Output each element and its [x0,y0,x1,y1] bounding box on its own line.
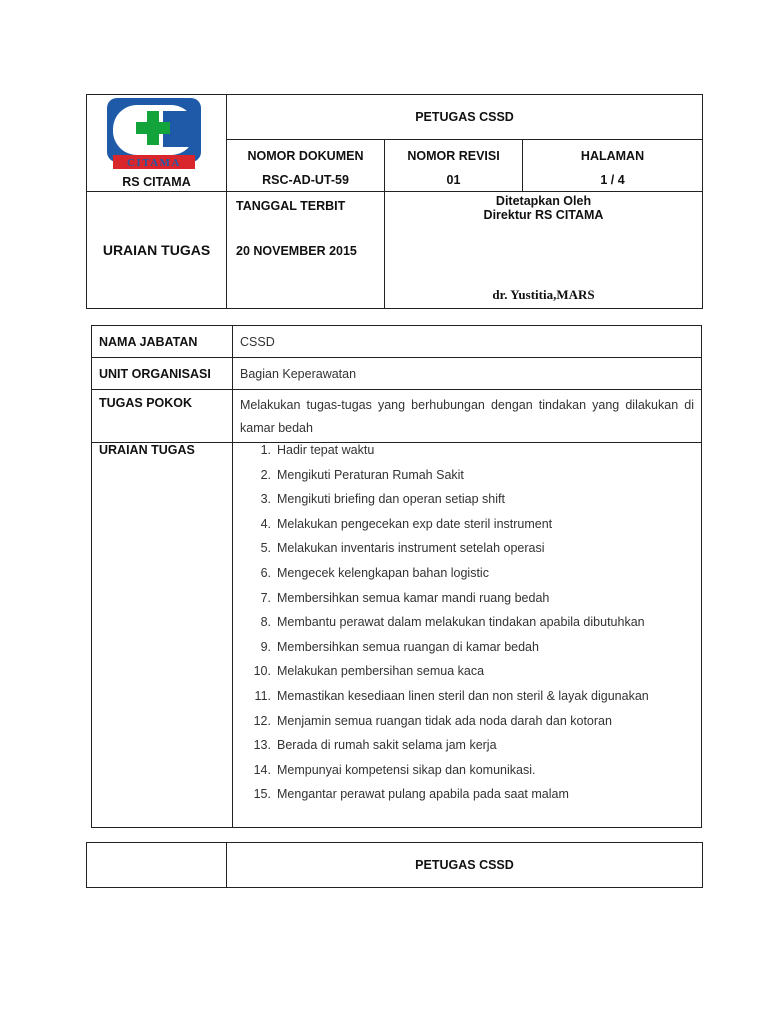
duties-cell [233,443,702,828]
revision-value: 01 [446,173,461,187]
hospital-name: RS CITAMA [122,175,191,189]
duty-text: Mempunyai kompetensi sikap dan komunikasi. [277,762,536,777]
list-item [233,763,701,788]
duty-text: Menjamin semua ruangan tidak ada noda darah dan kotoran [277,713,612,728]
list-item [233,591,701,616]
duty-number: 7. [260,590,271,605]
duty-number: 8. [260,615,271,630]
signatory: dr. Yustitia,MARS [492,287,595,302]
main-task-value: Melakukan tugas-tugas yang berhubungan dengan tindakan yang dilakukan di kamar bedah [233,390,702,443]
list-item [233,517,701,542]
list-item [233,541,701,566]
duty-number: 15. [253,787,271,802]
duty-text: Mengantar perawat pulang apabila pada saat malam [277,787,569,802]
doc-number-cell [227,140,385,192]
logo-cell [87,95,227,192]
list-item [233,787,701,812]
duty-text: Melakukan inventaris instrument setelah operasi [277,541,545,556]
duty-text: Memastikan kesediaan linen steril dan non steril & layak digunakan [277,688,649,703]
duty-text: Melakukan pengecekan exp date steril instrument [277,516,553,531]
page-label: HALAMAN [580,149,645,163]
list-item [233,468,701,493]
table-row [92,326,702,358]
revision-cell [385,140,523,192]
duty-number: 1. [260,443,271,457]
duty-number: 9. [260,639,271,654]
logo-text: CITAMA [126,157,182,169]
duty-number: 3. [260,492,271,507]
duties-label: URAIAN TUGAS [92,443,233,828]
page-value: 1 / 4 [600,173,625,187]
unit-value: Bagian Keperawatan [233,358,702,390]
section-title: URAIAN TUGAS [87,192,227,309]
duty-number: 14. [253,762,271,777]
duty-text: Mengikuti Peraturan Rumah Sakit [277,467,464,482]
table-row [92,443,702,828]
job-description-table [91,325,702,828]
table-row [92,390,702,443]
main-task-label: TUGAS POKOK [92,390,233,443]
footer-logo-cell [87,843,227,888]
approval-line1: Ditetapkan Oleh [495,194,592,208]
list-item [233,664,701,689]
duty-number: 2. [260,467,271,482]
list-item [233,640,701,665]
position-label: NAMA JABATAN [92,326,233,358]
duty-text: Membantu perawat dalam melakukan tindakan apabila dibutuhkan [277,615,645,630]
duty-number: 11. [254,688,271,703]
duty-text: Melakukan pembersihan semua kaca [277,664,485,679]
approval-cell [385,192,703,309]
duty-text: Hadir tepat waktu [277,443,375,457]
footer-document-title: PETUGAS CSSD [227,843,703,888]
approval-line2: Direktur RS CITAMA [483,208,604,222]
duty-number: 6. [260,565,271,580]
list-item [233,714,701,739]
document-footer [86,842,703,888]
duty-number: 13. [253,738,271,753]
issue-date-value: 20 NOVEMBER 2015 [236,244,357,258]
duties-list [233,443,701,812]
duty-number: 4. [260,516,271,531]
document-header [86,94,703,309]
unit-label: UNIT ORGANISASI [92,358,233,390]
document-title: PETUGAS CSSD [227,95,703,140]
doc-number-label: NOMOR DOKUMEN [247,149,364,163]
page-cell [523,140,703,192]
duty-text: Mengecek kelengkapan bahan logistic [277,565,489,580]
table-row [92,358,702,390]
duty-text: Membersihkan semua ruangan di kamar bedah [277,639,539,654]
position-value: CSSD [233,326,702,358]
duty-text: Mengikuti briefing dan operan setiap shift [277,492,505,507]
issue-date-label: TANGGAL TERBIT [236,199,346,213]
list-item [233,492,701,517]
duty-text: Membersihkan semua kamar mandi ruang bedah [277,590,550,605]
duty-number: 10. [253,664,271,679]
list-item [233,738,701,763]
duty-number: 12. [253,713,271,728]
duty-number: 5. [260,541,271,556]
doc-number-value: RSC-AD-UT-59 [262,173,349,187]
list-item [233,566,701,591]
list-item [233,615,701,640]
duty-text: Berada di rumah sakit selama jam kerja [277,738,497,753]
issue-date-cell [227,192,385,309]
list-item [233,689,701,714]
list-item [233,443,701,468]
revision-label: NOMOR REVISI [407,149,500,163]
hospital-logo [105,97,203,175]
